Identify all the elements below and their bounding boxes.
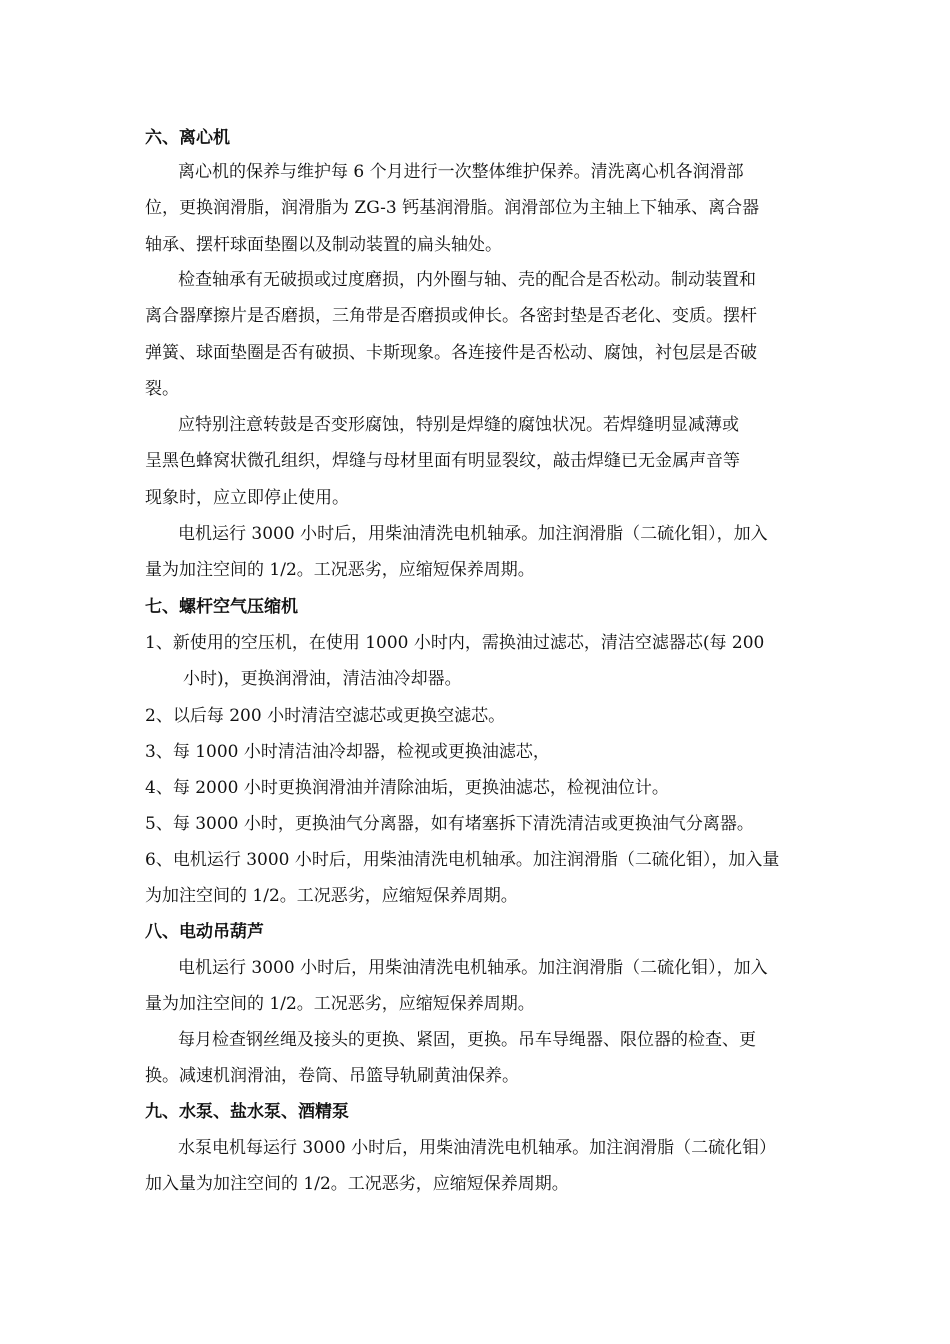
paragraph-line: 水泵电机每运行 3000 小时后，用柴油清洗电机轴承。加注润滑脂（二硫化钼）	[178, 1138, 777, 1158]
paragraph-line: 每月检查钢丝绳及接头的更换、紧固，更换。吊车导绳器、限位器的检查、更	[178, 1030, 756, 1050]
list-item-continuation: 为加注空间的 1/2。工况恶劣，应缩短保养周期。	[145, 886, 518, 906]
paragraph-line: 弹簧、球面垫圈是否有破损、卡斯现象。各连接件是否松动、腐蚀，衬包层是否破	[145, 343, 757, 363]
paragraph-line: 现象时，应立即停止使用。	[145, 488, 349, 508]
list-item: 6、电机运行 3000 小时后，用柴油清洗电机轴承。加注润滑脂（二硫化钼），加入量	[145, 850, 780, 870]
list-item: 3、每 1000 小时清洁油冷却器，检视或更换油滤芯，	[145, 742, 550, 762]
paragraph-line: 应特别注意转鼓是否变形腐蚀，特别是焊缝的腐蚀状况。若焊缝明显减薄或	[178, 415, 739, 435]
list-item: 4、每 2000 小时更换润滑油并清除油垢，更换油滤芯，检视油位计。	[145, 778, 669, 798]
section-heading-electric-hoist: 八、电动吊葫芦	[145, 922, 264, 942]
paragraph-line: 位，更换润滑脂，润滑脂为 ZG-3 钙基润滑脂。润滑部位为主轴上下轴承、离合器	[145, 198, 760, 218]
section-heading-pumps: 九、水泵、盐水泵、酒精泵	[145, 1102, 349, 1122]
paragraph-line: 电机运行 3000 小时后，用柴油清洗电机轴承。加注润滑脂（二硫化钼），加入	[178, 958, 768, 978]
section-heading-screw-compressor: 七、螺杆空气压缩机	[145, 597, 298, 617]
paragraph-line: 量为加注空间的 1/2。工况恶劣，应缩短保养周期。	[145, 994, 535, 1014]
section-heading-centrifuge: 六、离心机	[145, 128, 230, 148]
paragraph-line: 呈黑色蜂窝状微孔组织，焊缝与母材里面有明显裂纹，敲击焊缝已无金属声音等	[145, 451, 740, 471]
list-item: 1、新使用的空压机，在使用 1000 小时内，需换油过滤芯，清洁空滤器芯(每 200	[145, 633, 765, 653]
list-item: 2、以后每 200 小时清洁空滤芯或更换空滤芯。	[145, 706, 506, 726]
paragraph-line: 离合器摩擦片是否磨损，三角带是否磨损或伸长。各密封垫是否老化、变质。摆杆	[145, 306, 757, 326]
paragraph-line: 电机运行 3000 小时后，用柴油清洗电机轴承。加注润滑脂（二硫化钼），加入	[178, 524, 768, 544]
paragraph-line: 裂。	[145, 379, 179, 399]
list-item-continuation: 小时)，更换润滑油，清洁油冷却器。	[183, 669, 462, 689]
paragraph-line: 量为加注空间的 1/2。工况恶劣，应缩短保养周期。	[145, 560, 535, 580]
paragraph-line: 换。减速机润滑油，卷筒、吊篮导轨刷黄油保养。	[145, 1066, 519, 1086]
list-item: 5、每 3000 小时，更换油气分离器，如有堵塞拆下清洗清洁或更换油气分离器。	[145, 814, 754, 834]
paragraph-line: 加入量为加注空间的 1/2。工况恶劣，应缩短保养周期。	[145, 1174, 569, 1194]
paragraph-line: 检查轴承有无破损或过度磨损，内外圈与轴、壳的配合是否松动。制动装置和	[178, 270, 756, 290]
paragraph-line: 离心机的保养与维护每 6 个月进行一次整体维护保养。清洗离心机各润滑部	[178, 162, 744, 182]
paragraph-line: 轴承、摆杆球面垫圈以及制动装置的扁头轴处。	[145, 235, 502, 255]
